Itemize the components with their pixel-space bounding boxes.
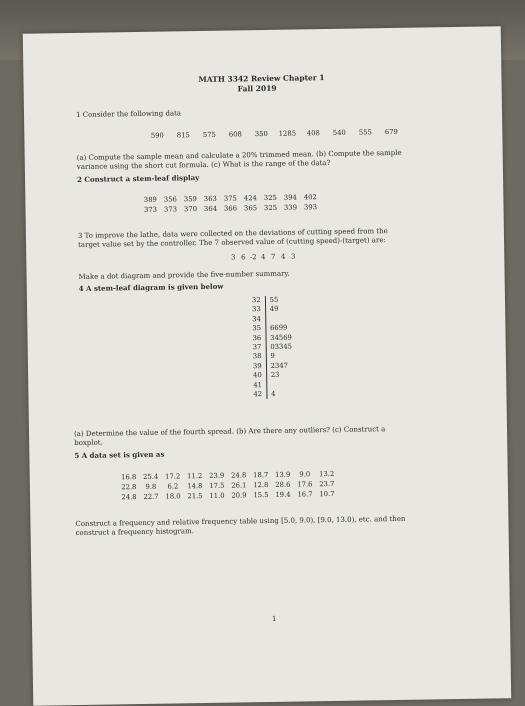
data-value: 365 xyxy=(243,204,258,213)
stem-value: 32 xyxy=(248,296,265,306)
data-value: 540 xyxy=(332,128,346,137)
data-value: 373 xyxy=(143,205,158,214)
data-value: 11.0 xyxy=(209,491,225,500)
data-value: 4 xyxy=(281,252,286,261)
data-value: 24.8 xyxy=(121,493,137,502)
data-value: 14.8 xyxy=(187,482,203,491)
problem-5-line-1: Construct a frequency and relative frequency table using [5.0, 9.0), [9.0, 13.0), etc. and then xyxy=(75,514,406,529)
data-value: 13.9 xyxy=(275,470,291,479)
stem-value: 36 xyxy=(248,334,265,344)
problem-5-intro: 5 A data set is given as xyxy=(74,449,165,461)
data-value: 350 xyxy=(254,129,268,139)
data-value: 359 xyxy=(183,195,197,204)
data-value: 9.8 xyxy=(145,482,157,491)
stem-value: 38 xyxy=(249,352,266,362)
problem-2-intro: 2 Construct a stem-leaf display xyxy=(76,173,200,184)
data-value: 402 xyxy=(303,193,317,202)
data-value: 26.1 xyxy=(231,481,247,490)
leaf-values: 4 xyxy=(271,389,276,399)
page-title: MATH 3342 Review Chapter 1 xyxy=(198,73,325,85)
worksheet-page xyxy=(23,26,511,705)
leaf-values: 55 xyxy=(269,295,279,304)
data-value: 9.0 xyxy=(299,470,311,479)
data-value: 10.7 xyxy=(319,489,335,499)
data-value: 366 xyxy=(223,204,238,213)
leaf-values: 23 xyxy=(270,371,280,380)
problem-4-line-1: (a) Determine the value of the fourth spread. (b) Are there any outliers? (c) Construct a xyxy=(73,425,386,439)
stem-value: 39 xyxy=(249,362,266,372)
stem-value: 40 xyxy=(249,371,266,381)
problem-5-line-2: construct a frequency histogram. xyxy=(75,527,194,538)
data-value: 6.2 xyxy=(167,482,179,491)
leaf-values xyxy=(266,380,295,390)
data-value: 17.6 xyxy=(297,480,313,489)
stem-value: 41 xyxy=(249,381,266,391)
data-value: 424 xyxy=(243,194,257,203)
data-value: 4 xyxy=(261,253,266,262)
leaf-values: 03345 xyxy=(270,342,293,351)
stem-value: 35 xyxy=(248,324,265,334)
data-value: 13.2 xyxy=(319,469,335,479)
data-value: 22.8 xyxy=(121,483,137,492)
leaf-values: 34569 xyxy=(270,333,292,342)
stem-value: 33 xyxy=(248,305,265,315)
data-value: 6 xyxy=(241,253,246,262)
problem-4-intro: 4 A stem-leaf diagram is given below xyxy=(78,281,224,293)
data-value: 389 xyxy=(143,195,157,204)
leaf-values xyxy=(265,314,294,324)
data-value: 325 xyxy=(263,203,278,213)
data-value: 18.7 xyxy=(253,470,269,480)
data-value: 815 xyxy=(176,131,190,140)
stem-leaf-row xyxy=(249,390,295,400)
page-term: Fall 2019 xyxy=(237,83,277,94)
data-value: 23.9 xyxy=(209,471,225,480)
data-value: 363 xyxy=(203,194,217,203)
data-value: 590 xyxy=(150,131,164,140)
leaf-values: 6699 xyxy=(269,323,288,333)
stem-leaf-row xyxy=(249,343,295,353)
data-value: 1285 xyxy=(278,129,297,138)
data-value: 356 xyxy=(163,195,177,204)
data-value: 364 xyxy=(203,204,218,213)
problem-1-line-2: variance using the short cut formula. (c) What is the range of the data? xyxy=(76,158,331,171)
problem-1-data xyxy=(144,128,404,140)
leaf-values: 9 xyxy=(270,352,275,361)
data-value: 20.9 xyxy=(231,491,247,500)
data-value: 18.0 xyxy=(165,492,181,501)
data-value: 11.2 xyxy=(187,472,203,481)
data-value: 28.6 xyxy=(275,480,291,489)
data-value: 24.8 xyxy=(231,471,247,480)
stem-value: 34 xyxy=(248,315,265,325)
leaf-values: 49 xyxy=(269,305,279,314)
data-value: 17.5 xyxy=(209,481,225,490)
data-value: 25.4 xyxy=(143,472,159,481)
stem-value: 42 xyxy=(249,390,266,400)
stem-value: 37 xyxy=(249,343,266,353)
data-value: 12.8 xyxy=(253,480,269,490)
data-value: 7 xyxy=(271,252,276,261)
data-value: 16.7 xyxy=(297,490,313,499)
problem-1-intro: 1 Consider the following data xyxy=(75,109,182,119)
data-value: 575 xyxy=(202,130,216,139)
problem-2-row-2 xyxy=(140,203,320,214)
data-value: 23.7 xyxy=(319,479,335,489)
problem-2-row-1 xyxy=(140,193,320,204)
data-value: 3 xyxy=(291,252,296,261)
leaf-values: 2347 xyxy=(270,361,289,370)
data-value: 21.5 xyxy=(187,492,203,501)
problem-3-task: Make a dot diagram and provide the five-number summary. xyxy=(78,269,290,281)
data-value: -2 xyxy=(249,253,257,262)
data-value: 373 xyxy=(163,205,178,214)
data-value: 370 xyxy=(183,205,198,214)
data-value: 375 xyxy=(223,194,237,203)
data-value: 339 xyxy=(283,203,298,212)
page-number: 1 xyxy=(271,614,277,623)
data-value: 17.2 xyxy=(165,472,181,481)
problem-3-line-1: 3 To improve the lathe, data were collected on the deviations of cutting speed from the xyxy=(77,227,388,240)
data-value: 408 xyxy=(306,129,320,138)
stem-leaf-table xyxy=(248,296,296,400)
problem-1-line-1: (a) Compute the sample mean and calculate a 20% trimmed mean. (b) Compute the sample xyxy=(76,148,402,162)
data-value: 3 xyxy=(231,253,236,262)
data-value: 555 xyxy=(358,128,372,137)
data-value: 325 xyxy=(263,193,277,203)
data-value: 394 xyxy=(283,193,297,202)
problem-3-line-2: target value set by the controller. The 7 observed value of (cutting speed)-(target) are: xyxy=(78,236,386,249)
problem-4-line-2: boxplot. xyxy=(74,438,103,448)
data-value: 15.5 xyxy=(253,490,269,500)
data-value: 22.7 xyxy=(143,492,159,501)
data-value: 19.4 xyxy=(275,490,291,499)
data-value: 16.8 xyxy=(121,473,137,482)
data-value: 679 xyxy=(384,127,398,137)
data-value: 608 xyxy=(228,130,242,139)
data-value: 393 xyxy=(303,203,318,212)
problem-3-data xyxy=(228,252,298,261)
problem-5-row-3 xyxy=(118,490,338,501)
